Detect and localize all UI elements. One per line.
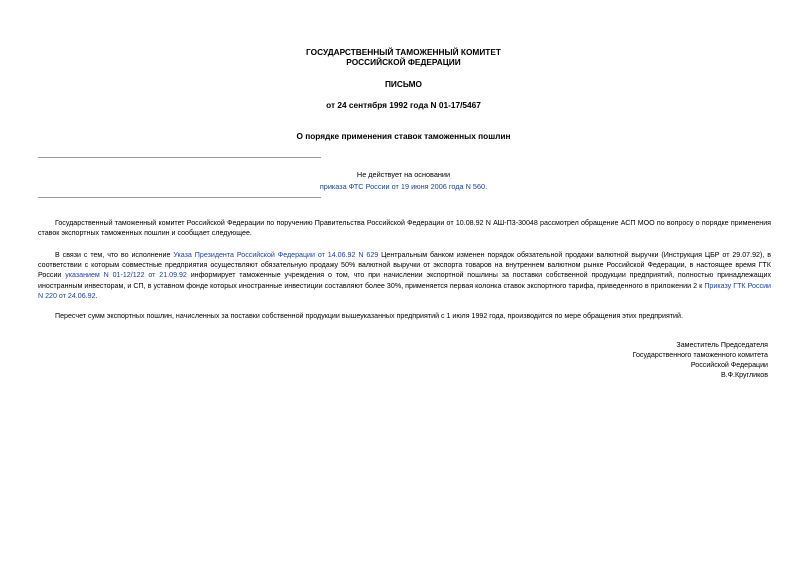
document-subject: О порядке применения ставок таможенных пошлин xyxy=(296,131,511,141)
signature-name: В.Ф.Кругликов xyxy=(720,371,768,380)
paragraph-3: Пересчет сумм экспортных пошлин, начисленных за поставки собственной продукции вышеуказанных предприятий с 1 июля 1992 года, производится по мере обращения этих предприятий. xyxy=(55,312,683,320)
status-notice-text: Не действует на основании xyxy=(356,170,451,179)
signature-title-line2: Государственного таможенного комитета xyxy=(632,351,768,360)
top-divider xyxy=(38,157,321,158)
document-date-number: от 24 сентября 1992 года N 01-17/5467 xyxy=(326,100,481,110)
paragraph-2-part-b: Центральным банком изменен порядок обязательной продажи валютной выручки (Инструкция ЦБР от 29.07.92), в соответствии с которым совместные предприятия осуществляют обязательную продажу 50% валютной выручки от экспорта товаров на внутреннем валютном рынке Российской Федерации, в настоящее время ГТК России xyxy=(38,251,771,280)
signature-title-line3: Российской Федерации xyxy=(690,361,768,370)
paragraph-2-part-a: В связи с тем, что во исполнение xyxy=(55,251,174,259)
org-name-line1: ГОСУДАРСТВЕННЫЙ ТАМОЖЕННЫЙ КОМИТЕТ xyxy=(306,47,501,57)
org-name-line2: РОССИЙСКОЙ ФЕДЕРАЦИИ xyxy=(346,57,461,67)
document-type: ПИСЬМО xyxy=(384,79,423,89)
paragraph-2 xyxy=(38,250,771,301)
paragraph-2-part-d: . xyxy=(95,291,98,300)
signature-block xyxy=(633,340,768,380)
status-notice-tail: . xyxy=(485,181,488,191)
status-notice-reference xyxy=(0,181,807,193)
paragraph-2-part-c: информирует таможенные учреждения о том, что при начислении экспортной пошлины за поставки собственной продукции предприятий, полностью принадлежащих иностранным инвесторам, и СП, в уставном фонде которых иностранные инвестиции составляют более 30%, применяется первая колонка ставок экспортного тарифа, приведенного в приложении 2 к xyxy=(38,271,772,290)
gtk-order-220-link[interactable]: Приказу ГТК России N 220 от 24.06.92 xyxy=(38,281,772,300)
status-notice xyxy=(0,169,807,192)
order-fts-560-link[interactable]: приказа ФТС России от 19 июня 2006 года N 560 xyxy=(319,181,486,191)
presidential-decree-629-link[interactable]: Указа Президента Российской Федерации от 14.06.92 N 629 xyxy=(173,251,379,259)
signature-title-line1: Заместитель Председателя xyxy=(676,341,768,349)
instruction-01-12-122-link[interactable]: указанием N 01-12/122 от 21.09.92 xyxy=(65,271,187,280)
bottom-divider xyxy=(38,197,321,198)
paragraph-1: Государственный таможенный комитет Российской Федерации по поручению Правительства Российской Федерации от 10.08.92 N АШ-П3-30048 рассмотрел обращение АСП МОО по вопросу о порядке применения ставок экспортных таможенных пошлин и сообщает следующее. xyxy=(38,219,771,238)
